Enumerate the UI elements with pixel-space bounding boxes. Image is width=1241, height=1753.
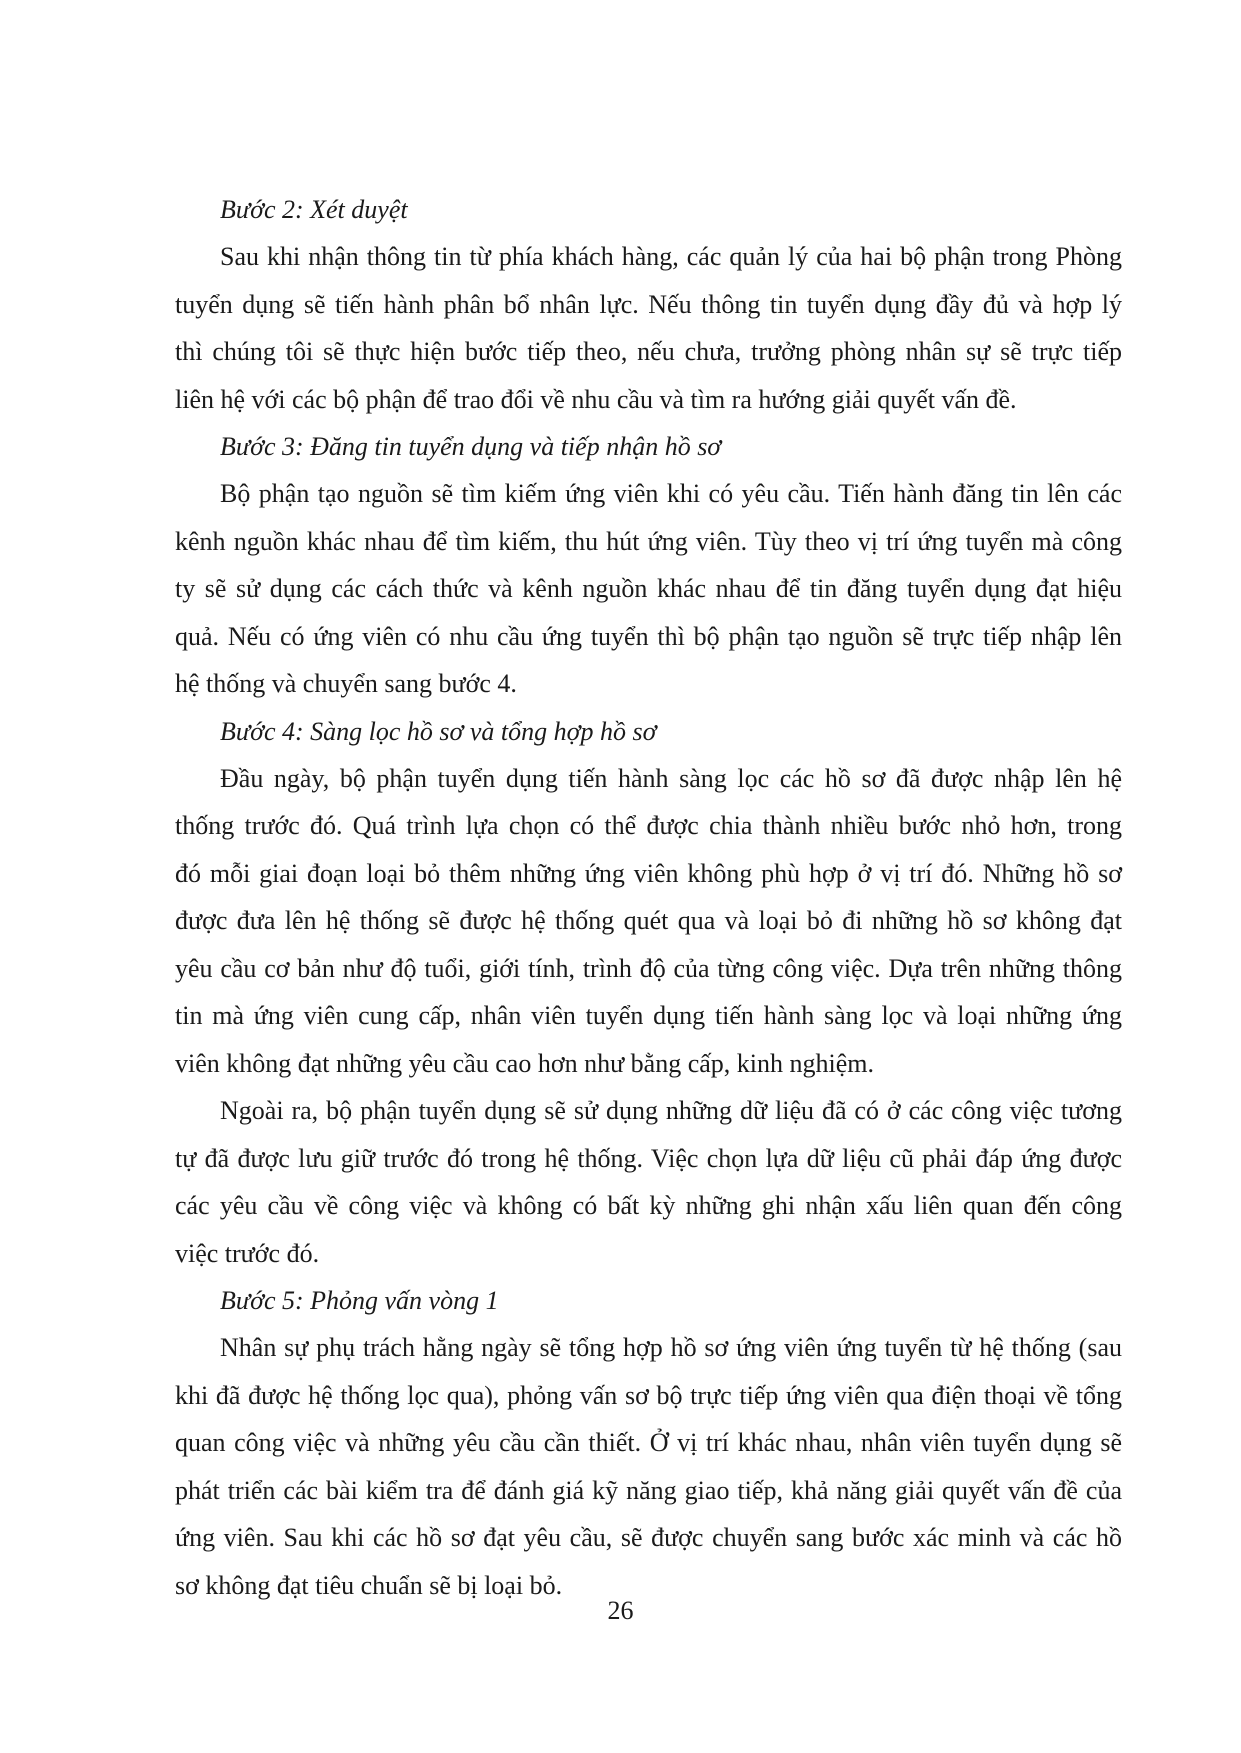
paragraph-line: liên hệ với các bộ phận để trao đổi về nhu cầu và tìm ra hướng giải quyết vấn đề. xyxy=(175,384,1017,414)
page-number: 26 xyxy=(607,1596,634,1625)
paragraph xyxy=(175,233,1122,423)
paragraph-line: Ngoài ra, bộ phận tuyển dụng sẽ sử dụng những dữ liệu đã có ở các công việc tương xyxy=(220,1096,1122,1125)
paragraph-line: hệ thống và chuyển sang bước 4. xyxy=(175,669,517,698)
paragraph-line: tin mà ứng viên cung cấp, nhân viên tuyển dụng tiến hành sàng lọc và loại những ứng xyxy=(175,1001,1122,1030)
paragraph-line: quả. Nếu có ứng viên có nhu cầu ứng tuyển thì bộ phận tạo nguồn sẽ trực tiếp nhập lên xyxy=(175,621,1122,651)
paragraph-line: viên không đạt những yêu cầu cao hơn như bằng cấp, kinh nghiệm. xyxy=(175,1048,874,1078)
paragraph-line: tự đã được lưu giữ trước đó trong hệ thống. Việc chọn lựa dữ liệu cũ phải đáp ứng được xyxy=(175,1143,1122,1173)
paragraph-line: đó mỗi giai đoạn loại bỏ thêm những ứng viên không phù hợp ở vị trí đó. Những hồ sơ xyxy=(175,858,1122,888)
paragraph-line: ứng viên. Sau khi các hồ sơ đạt yêu cầu, sẽ được chuyển sang bước xác minh và các hồ xyxy=(175,1523,1122,1552)
page-body xyxy=(175,186,1122,1609)
paragraph-line: tuyển dụng sẽ tiến hành phân bổ nhân lực. Nếu thông tin tuyển dụng đầy đủ và hợp lý xyxy=(175,289,1122,319)
paragraph-line: Sau khi nhận thông tin từ phía khách hàng, các quản lý của hai bộ phận trong Phòng xyxy=(220,242,1122,271)
paragraph-line: các yêu cầu về công việc và không có bất kỳ những ghi nhận xấu liên quan đến công xyxy=(175,1191,1122,1220)
paragraph-line: sơ không đạt tiêu chuẩn sẽ bị loại bỏ. xyxy=(175,1570,563,1600)
paragraph-line: thống trước đó. Quá trình lựa chọn có thể được chia thành nhiều bước nhỏ hơn, trong xyxy=(175,811,1122,840)
paragraph xyxy=(175,1324,1122,1609)
paragraph-line: việc trước đó. xyxy=(175,1238,320,1268)
paragraph-line: Bộ phận tạo nguồn sẽ tìm kiếm ứng viên khi có yêu cầu. Tiến hành đăng tin lên các xyxy=(220,479,1122,508)
section-heading: Bước 3: Đăng tin tuyển dụng và tiếp nhận hồ sơ xyxy=(220,432,722,461)
section-heading: Bước 4: Sàng lọc hồ sơ và tổng hợp hồ sơ xyxy=(220,716,657,746)
paragraph-line: được đưa lên hệ thống sẽ được hệ thống quét qua và loại bỏ đi những hồ sơ không đạt xyxy=(175,906,1122,935)
paragraph-line: yêu cầu cơ bản như độ tuổi, giới tính, trình độ của từng công việc. Dựa trên những thông xyxy=(175,953,1122,983)
paragraph xyxy=(175,755,1122,1088)
paragraph-line: quan công việc và những yêu cầu cần thiết. Ở vị trí khác nhau, nhân viên tuyển dụng sẽ xyxy=(175,1428,1122,1457)
paragraph-line: kênh nguồn khác nhau để tìm kiếm, thu hút ứng viên. Tùy theo vị trí ứng tuyển mà công xyxy=(175,526,1122,556)
paragraph-line: thì chúng tôi sẽ thực hiện bước tiếp theo, nếu chưa, trưởng phòng nhân sự sẽ trực tiếp xyxy=(175,337,1122,366)
paragraph-line: ty sẽ sử dụng các cách thức và kênh nguồn khác nhau để tin đăng tuyển dụng đạt hiệu xyxy=(175,574,1122,603)
paragraph xyxy=(175,1087,1122,1277)
section-heading: Bước 5: Phỏng vấn vòng 1 xyxy=(220,1286,499,1315)
paragraph-line: phát triển các bài kiểm tra để đánh giá kỹ năng giao tiếp, khả năng giải quyết vấn đề của xyxy=(175,1475,1122,1505)
section-heading: Bước 2: Xét duyệt xyxy=(220,195,408,224)
paragraph-line: Đầu ngày, bộ phận tuyển dụng tiến hành sàng lọc các hồ sơ đã được nhập lên hệ xyxy=(220,763,1122,793)
paragraph xyxy=(175,470,1122,708)
paragraph-line: Nhân sự phụ trách hằng ngày sẽ tổng hợp hồ sơ ứng viên ứng tuyển từ hệ thống (sau xyxy=(220,1333,1122,1362)
paragraph-line: khi đã được hệ thống lọc qua), phỏng vấn sơ bộ trực tiếp ứng viên qua điện thoại về tổng xyxy=(175,1380,1122,1410)
